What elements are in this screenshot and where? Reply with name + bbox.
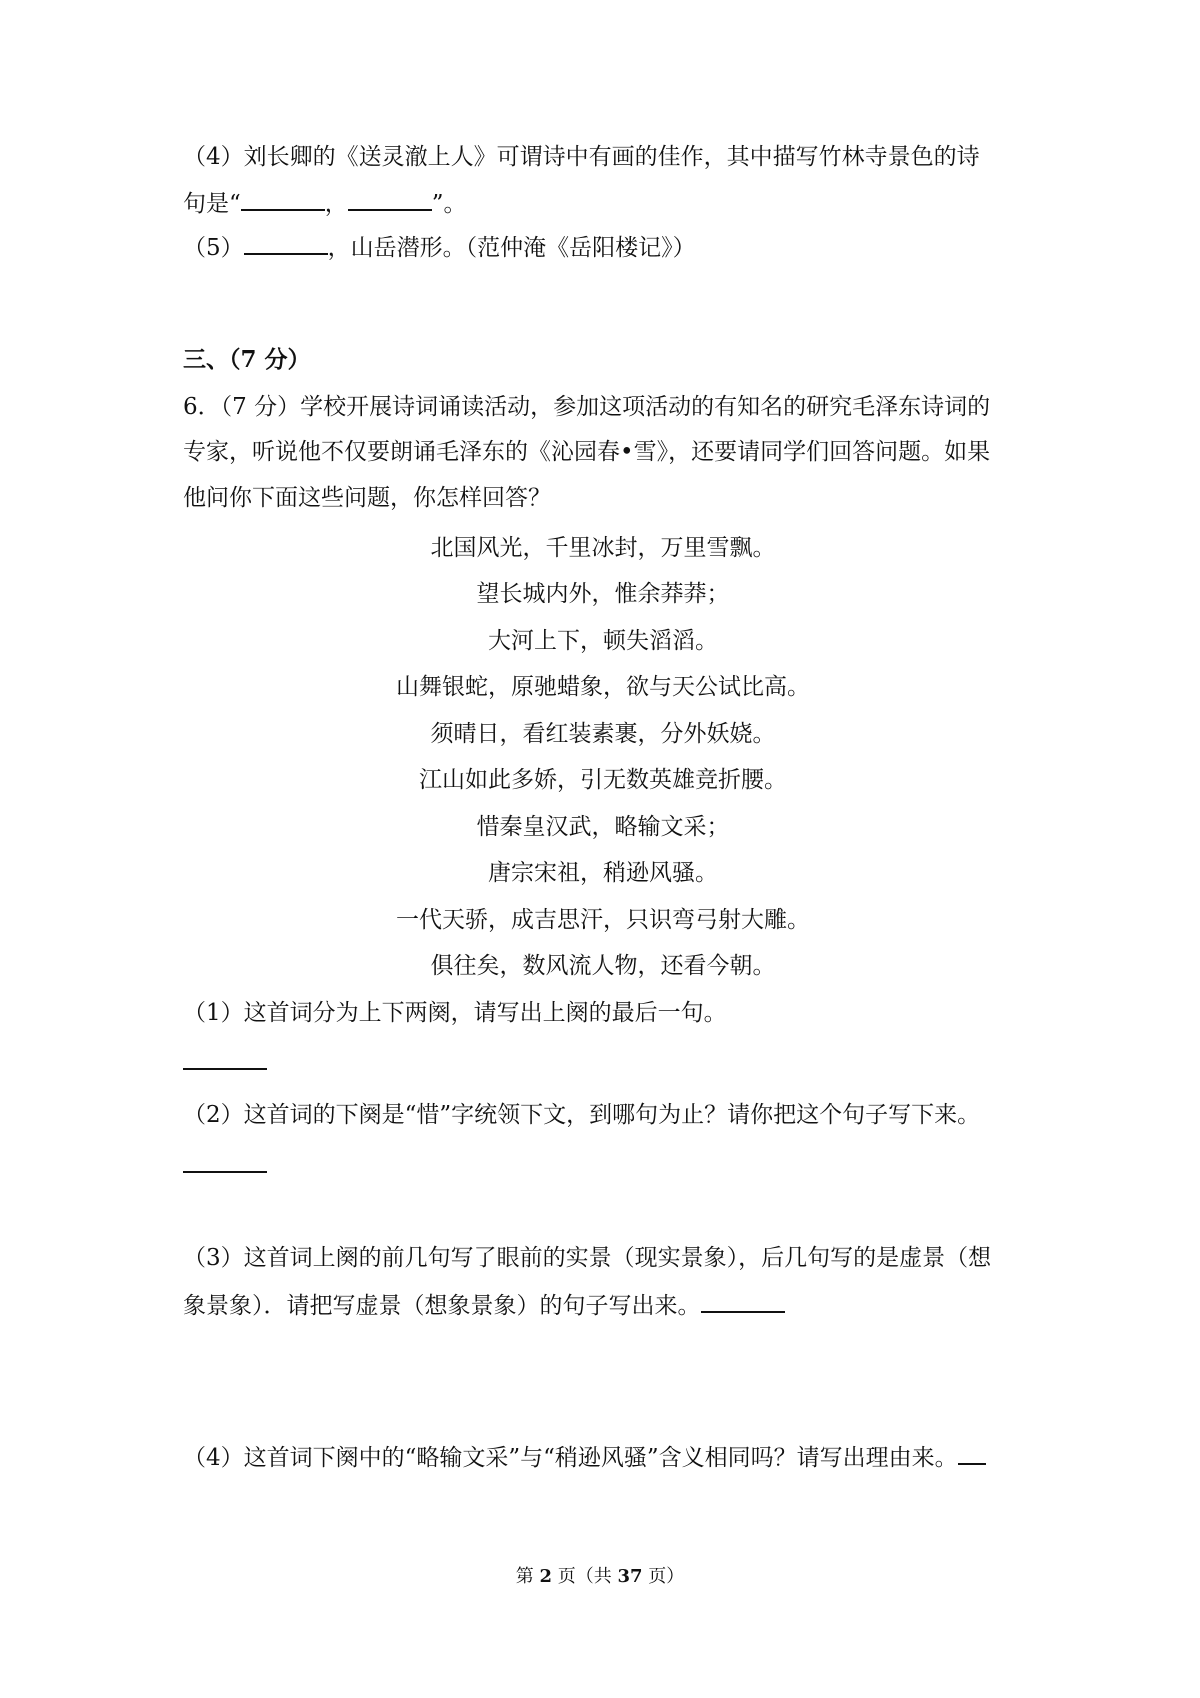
fill-blank[interactable] — [241, 187, 325, 211]
poem-line: 望长城内外，惟余莽莽； — [476, 581, 730, 607]
fill-blank[interactable] — [348, 187, 432, 211]
q6-sub2: （2）这首词的下阕是“惜”字统领下文，到哪句为止？请你把这个句子写下来。 — [183, 1102, 981, 1128]
q6-sub3-line1: （3）这首词上阕的前几句写了眼前的实景（现实景象），后几句写的是虚景（想 — [183, 1245, 992, 1271]
q6-stem-line2: 专家，听说他不仅要朗诵毛泽东的《沁园春•雪》，还要请同学们回答问题。如果 — [183, 439, 991, 465]
poem-line: 山舞银蛇，原驰蜡象，欲与天公试比高。 — [396, 674, 810, 700]
q6-sub1: （1）这首词分为上下两阕，请写出上阕的最后一句。 — [183, 1000, 727, 1026]
answer-blank[interactable] — [183, 1068, 267, 1070]
fill-blank[interactable] — [958, 1441, 986, 1465]
poem-line: 唐宗宋祖，稍逊风骚。 — [488, 860, 718, 886]
answer-blank[interactable] — [183, 1171, 267, 1173]
fill-blank[interactable] — [701, 1289, 785, 1313]
poem-line: 俱往矣，数风流人物，还看今朝。 — [430, 953, 776, 979]
q6-stem-line1: 6．（7 分）学校开展诗词诵读活动，参加这项活动的有知名的研究毛泽东诗词的 — [183, 394, 991, 420]
q6-sub4: （4）这首词下阕中的“略输文采”与“稍逊风骚”含义相同吗？请写出理由来。 — [183, 1441, 1023, 1473]
poem-line: 大河上下，顿失滔滔。 — [488, 628, 718, 654]
poem-line: 一代天骄，成吉思汗，只识弯弓射大雕。 — [396, 907, 810, 933]
page-footer: 第 2 页（共 37 页） — [515, 1566, 685, 1587]
q5-item5: （5） ，山岳潜形。（范仲淹《岳阳楼记》） — [183, 231, 1023, 263]
poem-line: 北国风光，千里冰封，万里雪飘。 — [430, 535, 776, 561]
page-total: 37 — [617, 1566, 643, 1587]
fill-blank[interactable] — [244, 231, 328, 255]
poem-line: 须晴日，看红装素裹，分外妖娆。 — [430, 721, 776, 747]
section-heading: 三、（7 分） — [183, 346, 311, 373]
poem-line: 惜秦皇汉武，略输文采； — [476, 814, 730, 840]
q6-stem-line3: 他问你下面这些问题，你怎样回答？ — [183, 485, 551, 511]
poem-line: 江山如此多娇，引无数英雄竞折腰。 — [419, 767, 787, 793]
q6-sub3-line2: 象景象）．请把写虚景（想象景象）的句子写出来。 — [183, 1289, 1023, 1321]
q5-item4-line1: （4）刘长卿的《送灵澈上人》可谓诗中有画的佳作，其中描写竹林寺景色的诗 — [183, 144, 980, 170]
q5-item4-line2: 句是“ ， ”。 — [183, 187, 1023, 219]
page-number: 2 — [539, 1566, 552, 1587]
